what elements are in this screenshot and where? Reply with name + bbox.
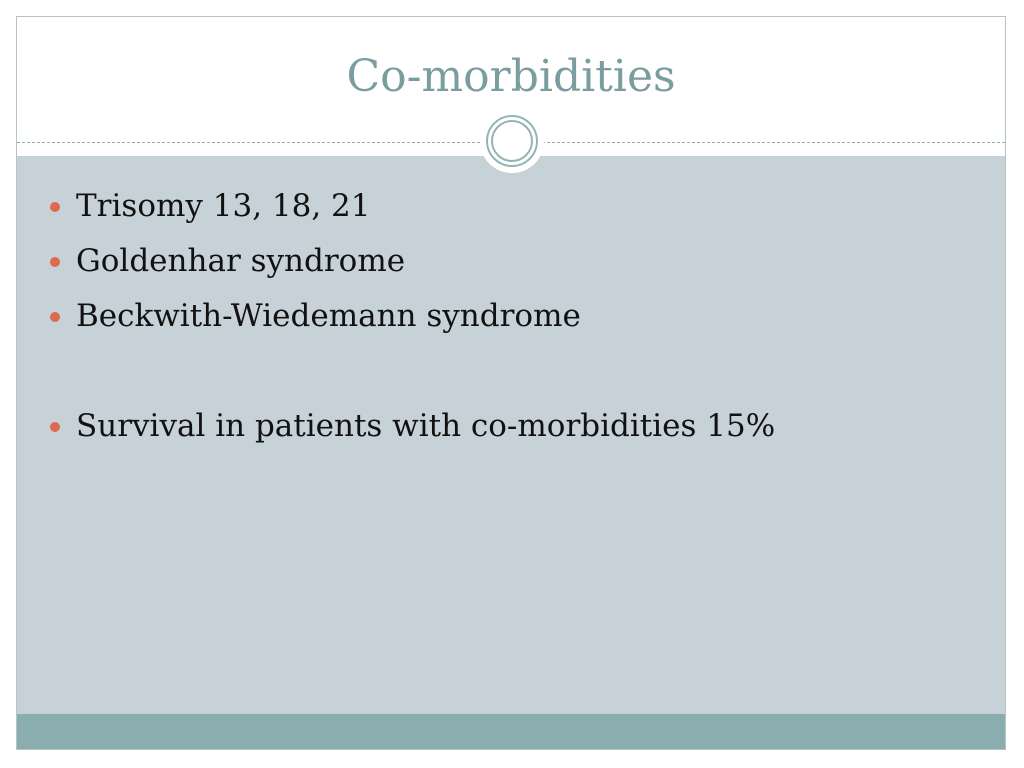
slide-title: Co-morbidities xyxy=(346,51,676,102)
bullet-dot-icon xyxy=(50,312,60,322)
bullet-dot-icon xyxy=(50,422,60,432)
bullet-item xyxy=(47,289,775,344)
bullet-item xyxy=(47,234,775,289)
bullet-item xyxy=(47,179,775,234)
bullet-text: Goldenhar syndrome xyxy=(76,243,406,279)
bullet-dot-icon xyxy=(50,257,60,267)
bullet-text: Survival in patients with co-morbidities 15% xyxy=(76,408,776,444)
slide xyxy=(16,16,1006,750)
circle-ornament-icon xyxy=(480,109,544,173)
bullet-item xyxy=(47,399,775,454)
ornament-inner-ring xyxy=(491,120,533,162)
footer-bar xyxy=(17,714,1005,749)
bullet-text: Trisomy 13, 18, 21 xyxy=(76,188,371,224)
bullet-dot-icon xyxy=(50,202,60,212)
bullet-list xyxy=(47,179,775,454)
bullet-text: Beckwith-Wiedemann syndrome xyxy=(76,298,581,334)
